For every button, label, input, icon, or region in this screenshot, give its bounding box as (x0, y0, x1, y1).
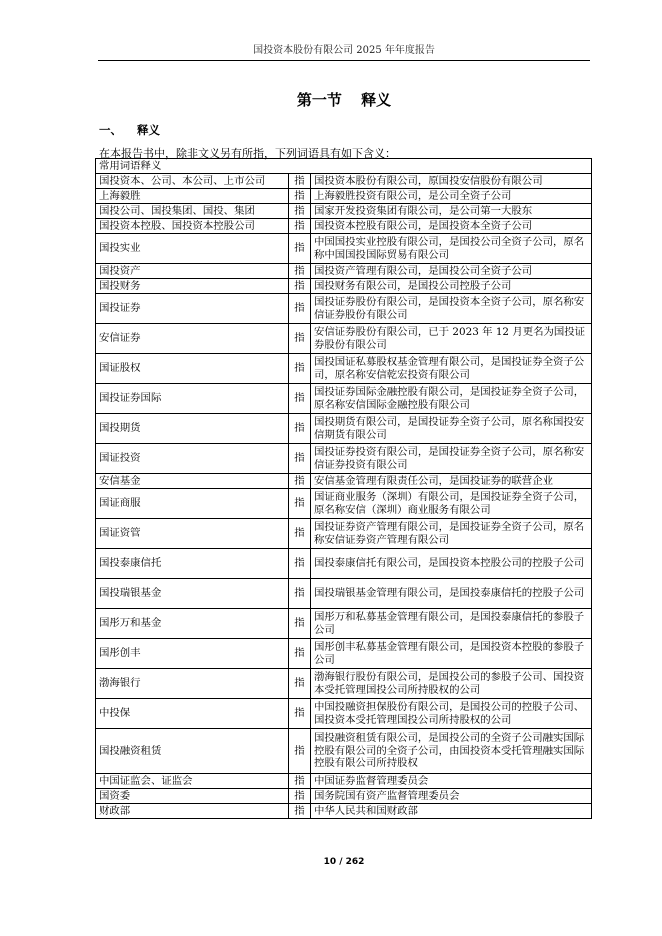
meaning-cell: 渤海银行股份有限公司，是国投公司的参股子公司、国投资本受托管理国投公司所持股权的公司 (311, 669, 592, 699)
refers-to-cell: 指 (289, 189, 311, 204)
subsection-title (99, 122, 160, 138)
meaning-cell: 中国投融资担保股份有限公司，是国投公司的控股子公司、国投资本受托管理国投公司所持股权的公司 (311, 699, 592, 729)
refers-to-cell: 指 (289, 639, 311, 669)
term-cell: 中国证监会、证监会 (96, 774, 289, 789)
table-row (96, 354, 592, 384)
term-cell: 国投资本、公司、本公司、上市公司 (96, 174, 289, 189)
table-row (96, 639, 592, 669)
subsection-number: 一、 (99, 123, 122, 137)
table-row (96, 774, 592, 789)
table-row (96, 549, 592, 579)
table-row (96, 324, 592, 354)
table-row (96, 804, 592, 819)
table-row (96, 519, 592, 549)
table-row (96, 234, 592, 264)
header-divider (98, 60, 590, 61)
meaning-cell: 国投融资租赁有限公司，是国投公司的全资子公司融实国际控股有限公司的全资子公司，由国投资本受托管理融实国际控股有限公司所持股权 (311, 729, 592, 774)
refers-to-cell: 指 (289, 729, 311, 774)
meaning-cell: 国务院国有资产监督管理委员会 (311, 789, 592, 804)
table-row (96, 474, 592, 489)
term-cell: 国投公司、国投集团、国投、集团 (96, 204, 289, 219)
meaning-cell: 国投证券股份有限公司，是国投资本全资子公司，原名称安信证券股份有限公司 (311, 294, 592, 324)
term-cell: 安信基金 (96, 474, 289, 489)
term-cell: 国投泰康信托 (96, 549, 289, 579)
refers-to-cell: 指 (289, 669, 311, 699)
term-cell: 国投融资租赁 (96, 729, 289, 774)
refers-to-cell: 指 (289, 294, 311, 324)
term-cell: 国证投资 (96, 444, 289, 474)
table-row (96, 384, 592, 414)
meaning-cell: 国投资本股份有限公司，原国投安信股份有限公司 (311, 174, 592, 189)
meaning-cell: 国投财务有限公司，是国投公司控股子公司 (311, 279, 592, 294)
table-row (96, 174, 592, 189)
page-header: 国投资本股份有限公司 2025 年年度报告 (253, 45, 435, 56)
term-cell: 渤海银行 (96, 669, 289, 699)
meaning-cell: 安信证券股份有限公司，已于 2023 年 12 月更名为国投证券股份有限公司 (311, 324, 592, 354)
refers-to-cell: 指 (289, 279, 311, 294)
meaning-cell: 国投瑞银基金管理有限公司，是国投泰康信托的控股子公司 (311, 579, 592, 609)
meaning-cell: 国证商业服务（深圳）有限公司，是国投证券全资子公司，原名称安信（深圳）商业服务有限公司 (311, 489, 592, 519)
term-cell: 国彤创丰 (96, 639, 289, 669)
refers-to-cell: 指 (289, 804, 311, 819)
meaning-cell: 国投资本控股有限公司，是国投资本全资子公司 (311, 219, 592, 234)
table-row (96, 789, 592, 804)
subsection-label: 释义 (137, 123, 160, 137)
term-cell: 中投保 (96, 699, 289, 729)
meaning-cell: 中国国投实业控股有限公司，是国投公司全资子公司，原名称中国国投国际贸易有限公司 (311, 234, 592, 264)
refers-to-cell: 指 (289, 489, 311, 519)
term-cell: 国投证券 (96, 294, 289, 324)
refers-to-cell: 指 (289, 789, 311, 804)
meaning-cell: 国投期货有限公司，是国投证券全资子公司，原名称国投安信期货有限公司 (311, 414, 592, 444)
term-cell: 国投资本控股、国投资本控股公司 (96, 219, 289, 234)
table-row (96, 609, 592, 639)
meaning-cell: 国投国证私募股权基金管理有限公司，是国投证券全资子公司，原名称安信乾宏投资有限公司 (311, 354, 592, 384)
section-title: 第一节 释义 (296, 91, 392, 109)
term-cell: 国证商服 (96, 489, 289, 519)
intro-text: 在本报告书中，除非文义另有所指，下列词语具有如下含义： (99, 147, 396, 160)
refers-to-cell: 指 (289, 774, 311, 789)
refers-to-cell: 指 (289, 414, 311, 444)
term-cell: 国证资管 (96, 519, 289, 549)
meaning-cell: 国投证券投资有限公司，是国投证券全资子公司，原名称安信证券投资有限公司 (311, 444, 592, 474)
table-group-row (96, 159, 592, 174)
meaning-cell: 中华人民共和国财政部 (311, 804, 592, 819)
refers-to-cell: 指 (289, 354, 311, 384)
table-row (96, 489, 592, 519)
refers-to-cell: 指 (289, 699, 311, 729)
refers-to-cell: 指 (289, 324, 311, 354)
meaning-cell: 国投资产管理有限公司，是国投公司全资子公司 (311, 264, 592, 279)
meaning-cell: 上海毅胜投资有限公司，是公司全资子公司 (311, 189, 592, 204)
term-cell: 国彤万和基金 (96, 609, 289, 639)
meaning-cell: 国投泰康信托有限公司，是国投资本控股公司的控股子公司 (311, 549, 592, 579)
term-cell: 国投瑞银基金 (96, 579, 289, 609)
refers-to-cell: 指 (289, 384, 311, 414)
page-number: 10 / 262 (323, 857, 365, 867)
table-row (96, 264, 592, 279)
table-row (96, 294, 592, 324)
term-cell: 安信证券 (96, 324, 289, 354)
meaning-cell: 国家开发投资集团有限公司，是公司第一大股东 (311, 204, 592, 219)
table-row (96, 669, 592, 699)
refers-to-cell: 指 (289, 174, 311, 189)
meaning-cell: 安信基金管理有限责任公司，是国投证券的联营企业 (311, 474, 592, 489)
term-cell: 上海毅胜 (96, 189, 289, 204)
table-row (96, 729, 592, 774)
table-row (96, 219, 592, 234)
refers-to-cell: 指 (289, 474, 311, 489)
refers-to-cell: 指 (289, 519, 311, 549)
table-row (96, 189, 592, 204)
meaning-cell: 国彤创丰私募基金管理有限公司，是国投资本控股的参股子公司 (311, 639, 592, 669)
term-cell: 财政部 (96, 804, 289, 819)
meaning-cell: 中国证券监督管理委员会 (311, 774, 592, 789)
refers-to-cell: 指 (289, 609, 311, 639)
refers-to-cell: 指 (289, 219, 311, 234)
meaning-cell: 国彤万和私募基金管理有限公司，是国投泰康信托的参股子公司 (311, 609, 592, 639)
refers-to-cell: 指 (289, 204, 311, 219)
table-row (96, 204, 592, 219)
table-row (96, 699, 592, 729)
meaning-cell: 国投证券国际金融控股有限公司，是国投证券全资子公司，原名称安信国际金融控股有限公司 (311, 384, 592, 414)
refers-to-cell: 指 (289, 234, 311, 264)
refers-to-cell: 指 (289, 549, 311, 579)
refers-to-cell: 指 (289, 444, 311, 474)
table-row (96, 444, 592, 474)
refers-to-cell: 指 (289, 264, 311, 279)
term-cell: 国投资产 (96, 264, 289, 279)
definitions-table (95, 158, 592, 819)
table-row (96, 579, 592, 609)
term-cell: 国证股权 (96, 354, 289, 384)
term-cell: 国投财务 (96, 279, 289, 294)
table-group-label: 常用词语释义 (96, 159, 592, 174)
term-cell: 国资委 (96, 789, 289, 804)
term-cell: 国投期货 (96, 414, 289, 444)
refers-to-cell: 指 (289, 579, 311, 609)
term-cell: 国投实业 (96, 234, 289, 264)
term-cell: 国投证券国际 (96, 384, 289, 414)
table-row (96, 279, 592, 294)
meaning-cell: 国投证券资产管理有限公司，是国投证券全资子公司，原名称安信证券资产管理有限公司 (311, 519, 592, 549)
table-row (96, 414, 592, 444)
